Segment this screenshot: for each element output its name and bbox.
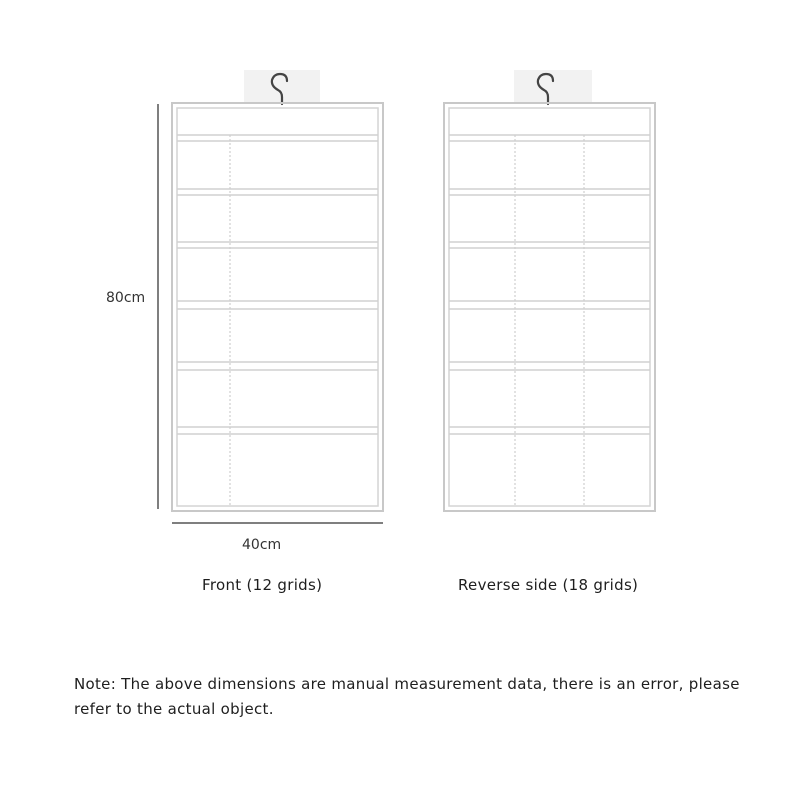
width-label: 40cm — [242, 537, 282, 553]
front-caption: Front (12 grids) — [202, 576, 323, 594]
front-organizer — [172, 70, 383, 511]
reverse-organizer — [444, 70, 655, 511]
reverse-hook-tag — [514, 70, 592, 102]
front-inner-frame — [177, 108, 378, 506]
front-pocket-rows — [177, 135, 378, 434]
measurement-note: Note: The above dimensions are manual measurement data, there is an error, please refer to the actual object. — [74, 675, 740, 718]
reverse-frame — [444, 103, 655, 511]
front-frame — [172, 103, 383, 511]
reverse-pocket-rows — [449, 135, 650, 434]
reverse-caption: Reverse side (18 grids) — [458, 576, 639, 594]
height-label: 80cm — [106, 290, 146, 306]
reverse-inner-frame — [449, 108, 650, 506]
